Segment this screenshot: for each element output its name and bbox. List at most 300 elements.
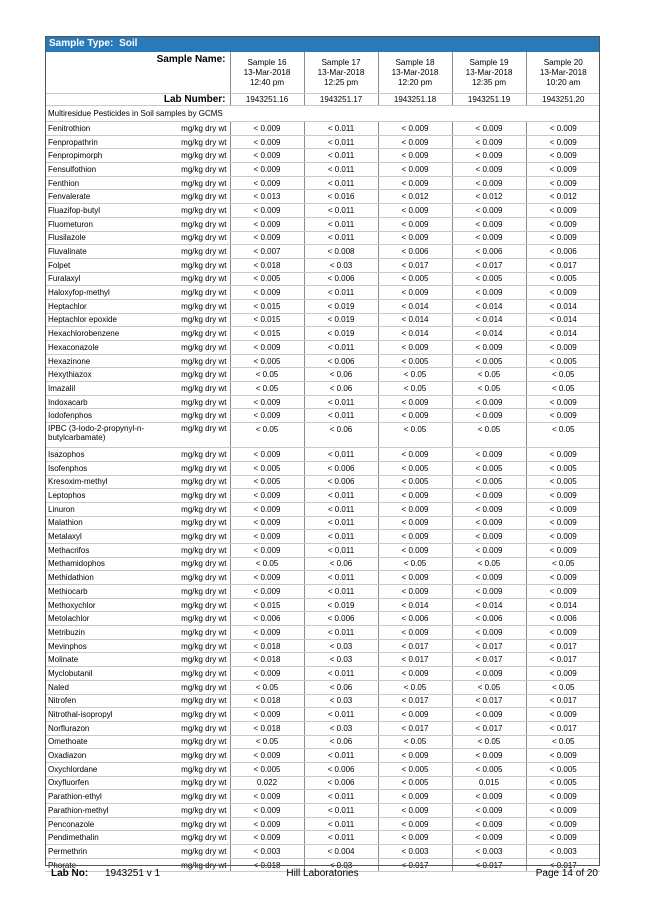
result-value: < 0.009 bbox=[452, 122, 526, 136]
result-value: < 0.011 bbox=[304, 749, 378, 763]
table-row bbox=[45, 735, 600, 749]
result-value: < 0.009 bbox=[526, 530, 600, 544]
result-value: < 0.017 bbox=[526, 721, 600, 735]
footer-lab-label: Lab No: bbox=[51, 868, 89, 879]
table-row bbox=[45, 762, 600, 776]
analyte-unit: mg/kg dry wt bbox=[165, 395, 230, 409]
result-value: < 0.011 bbox=[304, 217, 378, 231]
result-value: < 0.05 bbox=[452, 423, 526, 448]
result-value: < 0.03 bbox=[304, 694, 378, 708]
analyte-unit: mg/kg dry wt bbox=[165, 245, 230, 259]
result-value: < 0.009 bbox=[526, 516, 600, 530]
analyte-name: Metolachlor bbox=[45, 612, 165, 626]
result-value: < 0.03 bbox=[304, 858, 378, 872]
result-value: < 0.011 bbox=[304, 831, 378, 845]
analyte-name: Nitrofen bbox=[45, 694, 165, 708]
result-value: < 0.009 bbox=[230, 804, 304, 818]
result-value: < 0.009 bbox=[230, 831, 304, 845]
result-value: < 0.011 bbox=[304, 448, 378, 462]
result-value: < 0.005 bbox=[230, 461, 304, 475]
analyte-name: Pendimethalin bbox=[45, 831, 165, 845]
analyte-name: Parathion-ethyl bbox=[45, 790, 165, 804]
section-title: Multiresidue Pesticides in Soil samples by GCMS bbox=[45, 106, 600, 122]
result-value: < 0.05 bbox=[526, 735, 600, 749]
table-row bbox=[45, 694, 600, 708]
table-row bbox=[45, 354, 600, 368]
result-value: < 0.011 bbox=[304, 122, 378, 136]
result-value: < 0.005 bbox=[230, 272, 304, 286]
table-row bbox=[45, 845, 600, 859]
result-value: < 0.006 bbox=[304, 776, 378, 790]
result-value: < 0.017 bbox=[378, 258, 452, 272]
result-value: < 0.009 bbox=[452, 585, 526, 599]
table-row bbox=[45, 626, 600, 640]
analyte-unit: mg/kg dry wt bbox=[165, 423, 230, 448]
analyte-unit: mg/kg dry wt bbox=[165, 598, 230, 612]
result-value: < 0.009 bbox=[526, 502, 600, 516]
analyte-name: Metribuzin bbox=[45, 626, 165, 640]
result-value: < 0.011 bbox=[304, 585, 378, 599]
table-row bbox=[45, 341, 600, 355]
result-value: < 0.017 bbox=[452, 258, 526, 272]
result-value: < 0.006 bbox=[230, 612, 304, 626]
table-row bbox=[45, 489, 600, 503]
result-value: < 0.006 bbox=[304, 354, 378, 368]
result-value: < 0.017 bbox=[378, 694, 452, 708]
analyte-unit: mg/kg dry wt bbox=[165, 272, 230, 286]
analyte-name: Fenpropimorph bbox=[45, 149, 165, 163]
table-row bbox=[45, 272, 600, 286]
analyte-unit: mg/kg dry wt bbox=[165, 735, 230, 749]
analyte-unit: mg/kg dry wt bbox=[165, 341, 230, 355]
lab-number-label: Lab Number: bbox=[45, 94, 230, 106]
result-value: < 0.009 bbox=[526, 571, 600, 585]
result-value: < 0.05 bbox=[526, 423, 600, 448]
result-value: < 0.017 bbox=[452, 721, 526, 735]
sample-header: Sample 19 13-Mar-2018 12:35 pm bbox=[452, 52, 526, 94]
result-value: < 0.009 bbox=[526, 708, 600, 722]
result-value: < 0.012 bbox=[378, 190, 452, 204]
result-value: < 0.009 bbox=[230, 543, 304, 557]
result-value: < 0.009 bbox=[526, 831, 600, 845]
result-value: < 0.005 bbox=[452, 762, 526, 776]
analyte-unit: mg/kg dry wt bbox=[165, 653, 230, 667]
analyte-name: IPBC (3-Iodo-2-propynyl-n-butylcarbamate) bbox=[45, 423, 165, 448]
result-value: 0.022 bbox=[230, 776, 304, 790]
result-value: < 0.05 bbox=[526, 557, 600, 571]
result-value: < 0.017 bbox=[452, 653, 526, 667]
result-value: < 0.009 bbox=[230, 530, 304, 544]
analyte-name: Linuron bbox=[45, 502, 165, 516]
result-value: < 0.017 bbox=[452, 858, 526, 872]
result-value: < 0.011 bbox=[304, 790, 378, 804]
table-row bbox=[45, 502, 600, 516]
result-value: < 0.009 bbox=[452, 804, 526, 818]
result-value: < 0.014 bbox=[526, 299, 600, 313]
analyte-unit: mg/kg dry wt bbox=[165, 313, 230, 327]
result-value: < 0.009 bbox=[452, 231, 526, 245]
result-value: < 0.009 bbox=[230, 626, 304, 640]
result-value: < 0.011 bbox=[304, 286, 378, 300]
result-value: < 0.009 bbox=[378, 231, 452, 245]
result-value: < 0.009 bbox=[526, 217, 600, 231]
sample-header: Sample 16 13-Mar-2018 12:40 pm bbox=[230, 52, 304, 94]
result-value: < 0.05 bbox=[230, 423, 304, 448]
table-row bbox=[45, 448, 600, 462]
result-value: < 0.009 bbox=[378, 804, 452, 818]
analyte-unit: mg/kg dry wt bbox=[165, 354, 230, 368]
result-value: < 0.014 bbox=[378, 327, 452, 341]
analyte-name: Oxychlordane bbox=[45, 762, 165, 776]
result-value: < 0.009 bbox=[452, 489, 526, 503]
table-row bbox=[45, 122, 600, 136]
result-value: < 0.009 bbox=[526, 667, 600, 681]
analyte-name: Fensulfothion bbox=[45, 163, 165, 177]
result-value: < 0.006 bbox=[378, 612, 452, 626]
table-row bbox=[45, 530, 600, 544]
analyte-unit: mg/kg dry wt bbox=[165, 135, 230, 149]
table-row bbox=[45, 313, 600, 327]
table-row bbox=[45, 217, 600, 231]
table-row bbox=[45, 776, 600, 790]
table-row bbox=[45, 204, 600, 218]
result-value: < 0.009 bbox=[452, 204, 526, 218]
result-value: < 0.014 bbox=[526, 327, 600, 341]
table-row bbox=[45, 135, 600, 149]
result-value: < 0.05 bbox=[452, 735, 526, 749]
analyte-unit: mg/kg dry wt bbox=[165, 571, 230, 585]
section-header-row bbox=[45, 106, 600, 122]
analyte-unit: mg/kg dry wt bbox=[165, 258, 230, 272]
result-value: < 0.009 bbox=[526, 395, 600, 409]
result-value: < 0.009 bbox=[230, 204, 304, 218]
result-value: < 0.013 bbox=[230, 190, 304, 204]
result-value: < 0.014 bbox=[452, 299, 526, 313]
result-value: < 0.009 bbox=[378, 176, 452, 190]
result-value: < 0.005 bbox=[526, 762, 600, 776]
lab-number: 1943251.17 bbox=[304, 94, 378, 106]
result-value: < 0.005 bbox=[452, 354, 526, 368]
result-value: < 0.005 bbox=[230, 354, 304, 368]
analyte-unit: mg/kg dry wt bbox=[165, 762, 230, 776]
result-value: < 0.009 bbox=[230, 571, 304, 585]
analyte-name: Penconazole bbox=[45, 817, 165, 831]
analyte-name: Flusilazole bbox=[45, 231, 165, 245]
analyte-name: Mevinphos bbox=[45, 639, 165, 653]
result-value: < 0.009 bbox=[526, 409, 600, 423]
analyte-name: Oxyfluorfen bbox=[45, 776, 165, 790]
result-value: < 0.005 bbox=[452, 461, 526, 475]
result-value: < 0.009 bbox=[230, 231, 304, 245]
result-value: < 0.018 bbox=[230, 721, 304, 735]
result-value: < 0.011 bbox=[304, 817, 378, 831]
result-value: < 0.011 bbox=[304, 409, 378, 423]
result-value: < 0.017 bbox=[526, 858, 600, 872]
analyte-unit: mg/kg dry wt bbox=[165, 217, 230, 231]
analyte-name: Folpet bbox=[45, 258, 165, 272]
result-value: < 0.009 bbox=[452, 176, 526, 190]
result-value: < 0.05 bbox=[230, 680, 304, 694]
result-value: < 0.05 bbox=[230, 735, 304, 749]
analyte-unit: mg/kg dry wt bbox=[165, 231, 230, 245]
result-value: < 0.009 bbox=[378, 286, 452, 300]
result-value: < 0.018 bbox=[230, 653, 304, 667]
result-value: < 0.009 bbox=[452, 543, 526, 557]
result-value: < 0.014 bbox=[452, 598, 526, 612]
analyte-unit: mg/kg dry wt bbox=[165, 489, 230, 503]
result-value: < 0.009 bbox=[378, 448, 452, 462]
result-value: < 0.009 bbox=[230, 817, 304, 831]
result-value: < 0.009 bbox=[378, 667, 452, 681]
analyte-name: Isofenphos bbox=[45, 461, 165, 475]
result-value: < 0.05 bbox=[378, 423, 452, 448]
result-value: < 0.009 bbox=[230, 135, 304, 149]
analyte-unit: mg/kg dry wt bbox=[165, 327, 230, 341]
result-value: < 0.012 bbox=[526, 190, 600, 204]
result-value: < 0.06 bbox=[304, 423, 378, 448]
table-row bbox=[45, 190, 600, 204]
sample-name-label: Sample Name: bbox=[45, 52, 230, 94]
analyte-name: Molinate bbox=[45, 653, 165, 667]
result-value: < 0.009 bbox=[230, 448, 304, 462]
analyte-name: Omethoate bbox=[45, 735, 165, 749]
result-value: < 0.015 bbox=[230, 598, 304, 612]
analyte-name: Oxadiazon bbox=[45, 749, 165, 763]
lab-number: 1943251.18 bbox=[378, 94, 452, 106]
analyte-name: Furalaxyl bbox=[45, 272, 165, 286]
analyte-name: Heptachlor epoxide bbox=[45, 313, 165, 327]
result-value: < 0.05 bbox=[526, 382, 600, 396]
result-value: < 0.011 bbox=[304, 667, 378, 681]
result-value: < 0.003 bbox=[452, 845, 526, 859]
lab-number: 1943251.20 bbox=[526, 94, 600, 106]
result-value: < 0.014 bbox=[378, 299, 452, 313]
result-value: < 0.005 bbox=[230, 762, 304, 776]
analyte-unit: mg/kg dry wt bbox=[165, 163, 230, 177]
result-value: < 0.009 bbox=[452, 135, 526, 149]
analyte-name: Methidathion bbox=[45, 571, 165, 585]
result-value: < 0.05 bbox=[378, 382, 452, 396]
analyte-unit: mg/kg dry wt bbox=[165, 204, 230, 218]
result-value: < 0.017 bbox=[526, 653, 600, 667]
analyte-unit: mg/kg dry wt bbox=[165, 475, 230, 489]
table-row bbox=[45, 831, 600, 845]
result-value: < 0.05 bbox=[526, 368, 600, 382]
result-value: < 0.009 bbox=[452, 409, 526, 423]
result-value: < 0.009 bbox=[230, 502, 304, 516]
result-value: < 0.006 bbox=[304, 475, 378, 489]
result-value: < 0.014 bbox=[526, 313, 600, 327]
result-value: < 0.009 bbox=[452, 790, 526, 804]
result-value: < 0.03 bbox=[304, 258, 378, 272]
result-value: < 0.009 bbox=[378, 626, 452, 640]
analyte-name: Permethrin bbox=[45, 845, 165, 859]
analyte-unit: mg/kg dry wt bbox=[165, 790, 230, 804]
result-value: < 0.011 bbox=[304, 708, 378, 722]
result-value: < 0.009 bbox=[526, 749, 600, 763]
table-row bbox=[45, 368, 600, 382]
analyte-unit: mg/kg dry wt bbox=[165, 409, 230, 423]
result-value: < 0.003 bbox=[378, 845, 452, 859]
analyte-name: Heptachlor bbox=[45, 299, 165, 313]
result-value: < 0.009 bbox=[526, 489, 600, 503]
result-value: < 0.014 bbox=[452, 313, 526, 327]
result-value: < 0.009 bbox=[452, 708, 526, 722]
result-value: < 0.011 bbox=[304, 571, 378, 585]
result-value: < 0.005 bbox=[378, 776, 452, 790]
result-value: < 0.009 bbox=[452, 163, 526, 177]
footer-page-count: Page 14 of 20 bbox=[535, 868, 598, 879]
result-value: < 0.009 bbox=[452, 516, 526, 530]
result-value: < 0.009 bbox=[452, 286, 526, 300]
analyte-unit: mg/kg dry wt bbox=[165, 626, 230, 640]
analyte-name: Fenvalerate bbox=[45, 190, 165, 204]
table-row bbox=[45, 543, 600, 557]
result-value: < 0.009 bbox=[378, 217, 452, 231]
table-row bbox=[45, 557, 600, 571]
table-row bbox=[45, 258, 600, 272]
table-row bbox=[45, 804, 600, 818]
analyte-unit: mg/kg dry wt bbox=[165, 858, 230, 872]
table-row bbox=[45, 708, 600, 722]
result-value: < 0.018 bbox=[230, 258, 304, 272]
result-value: < 0.005 bbox=[378, 272, 452, 286]
result-value: < 0.009 bbox=[378, 530, 452, 544]
result-value: < 0.009 bbox=[378, 489, 452, 503]
table-row bbox=[45, 598, 600, 612]
analyte-name: Methiocarb bbox=[45, 585, 165, 599]
table-row bbox=[45, 749, 600, 763]
result-value: < 0.009 bbox=[230, 409, 304, 423]
result-value: < 0.009 bbox=[378, 135, 452, 149]
result-value: < 0.009 bbox=[526, 135, 600, 149]
result-value: < 0.009 bbox=[378, 817, 452, 831]
result-value: < 0.05 bbox=[452, 382, 526, 396]
table-row bbox=[45, 680, 600, 694]
result-value: < 0.03 bbox=[304, 639, 378, 653]
result-value: < 0.014 bbox=[378, 313, 452, 327]
result-value: < 0.06 bbox=[304, 382, 378, 396]
result-value: < 0.012 bbox=[452, 190, 526, 204]
result-value: < 0.011 bbox=[304, 149, 378, 163]
analyte-unit: mg/kg dry wt bbox=[165, 368, 230, 382]
analyte-unit: mg/kg dry wt bbox=[165, 639, 230, 653]
result-value: < 0.011 bbox=[304, 626, 378, 640]
table-row bbox=[45, 585, 600, 599]
result-value: < 0.009 bbox=[230, 341, 304, 355]
result-value: < 0.05 bbox=[452, 557, 526, 571]
result-value: < 0.017 bbox=[378, 653, 452, 667]
result-value: < 0.019 bbox=[304, 327, 378, 341]
result-value: < 0.009 bbox=[230, 790, 304, 804]
result-value: < 0.009 bbox=[378, 409, 452, 423]
analyte-unit: mg/kg dry wt bbox=[165, 502, 230, 516]
analyte-name: Norflurazon bbox=[45, 721, 165, 735]
result-value: < 0.014 bbox=[452, 327, 526, 341]
analyte-name: Haloxyfop-methyl bbox=[45, 286, 165, 300]
result-value: < 0.009 bbox=[452, 626, 526, 640]
result-value: < 0.019 bbox=[304, 299, 378, 313]
analyte-name: Parathion-methyl bbox=[45, 804, 165, 818]
analyte-name: Fluazifop-butyl bbox=[45, 204, 165, 218]
result-value: < 0.009 bbox=[452, 341, 526, 355]
analyte-name: Hexazinone bbox=[45, 354, 165, 368]
result-value: < 0.009 bbox=[526, 804, 600, 818]
table-row bbox=[45, 516, 600, 530]
analyte-name: Hexachlorobenzene bbox=[45, 327, 165, 341]
table-row bbox=[45, 286, 600, 300]
result-value: < 0.009 bbox=[526, 790, 600, 804]
result-value: < 0.017 bbox=[452, 639, 526, 653]
result-value: < 0.009 bbox=[378, 122, 452, 136]
analyte-name: Naled bbox=[45, 680, 165, 694]
result-value: < 0.009 bbox=[230, 286, 304, 300]
result-value: < 0.06 bbox=[304, 557, 378, 571]
analyte-unit: mg/kg dry wt bbox=[165, 299, 230, 313]
table-row bbox=[45, 721, 600, 735]
result-value: < 0.005 bbox=[526, 272, 600, 286]
lab-number-row bbox=[45, 94, 600, 106]
result-value: < 0.017 bbox=[378, 858, 452, 872]
result-value: < 0.005 bbox=[452, 475, 526, 489]
result-value: < 0.009 bbox=[230, 395, 304, 409]
analyte-name: Imazalil bbox=[45, 382, 165, 396]
analyte-name: Fenpropathrin bbox=[45, 135, 165, 149]
result-value: < 0.009 bbox=[230, 217, 304, 231]
table-row bbox=[45, 612, 600, 626]
result-value: < 0.05 bbox=[452, 680, 526, 694]
table-row bbox=[45, 461, 600, 475]
table-row bbox=[45, 163, 600, 177]
result-value: < 0.009 bbox=[526, 149, 600, 163]
result-value: < 0.006 bbox=[452, 612, 526, 626]
result-value: < 0.009 bbox=[452, 395, 526, 409]
result-value: < 0.011 bbox=[304, 204, 378, 218]
result-value: < 0.009 bbox=[378, 516, 452, 530]
result-value: < 0.009 bbox=[526, 448, 600, 462]
result-value: < 0.014 bbox=[378, 598, 452, 612]
result-value: < 0.05 bbox=[378, 368, 452, 382]
analyte-unit: mg/kg dry wt bbox=[165, 516, 230, 530]
result-value: < 0.016 bbox=[304, 190, 378, 204]
analyte-name: Hexaconazole bbox=[45, 341, 165, 355]
sample-type-bar bbox=[45, 36, 600, 52]
result-value: < 0.018 bbox=[230, 639, 304, 653]
result-value: < 0.009 bbox=[378, 204, 452, 218]
table-row bbox=[45, 382, 600, 396]
result-value: < 0.009 bbox=[230, 149, 304, 163]
result-value: < 0.018 bbox=[230, 858, 304, 872]
result-value: < 0.009 bbox=[526, 286, 600, 300]
result-value: < 0.009 bbox=[230, 489, 304, 503]
result-value: < 0.009 bbox=[526, 122, 600, 136]
analyte-unit: mg/kg dry wt bbox=[165, 176, 230, 190]
table-row bbox=[45, 423, 600, 448]
result-value: < 0.006 bbox=[304, 461, 378, 475]
sample-name-row bbox=[45, 52, 600, 94]
results-report bbox=[45, 36, 600, 872]
result-value: < 0.009 bbox=[230, 708, 304, 722]
analyte-unit: mg/kg dry wt bbox=[165, 804, 230, 818]
footer-company: Hill Laboratories bbox=[286, 868, 359, 879]
analyte-unit: mg/kg dry wt bbox=[165, 612, 230, 626]
analyte-name: Malathion bbox=[45, 516, 165, 530]
result-value: < 0.005 bbox=[230, 475, 304, 489]
result-value: < 0.011 bbox=[304, 395, 378, 409]
analyte-unit: mg/kg dry wt bbox=[165, 721, 230, 735]
table-row bbox=[45, 149, 600, 163]
table-row bbox=[45, 571, 600, 585]
